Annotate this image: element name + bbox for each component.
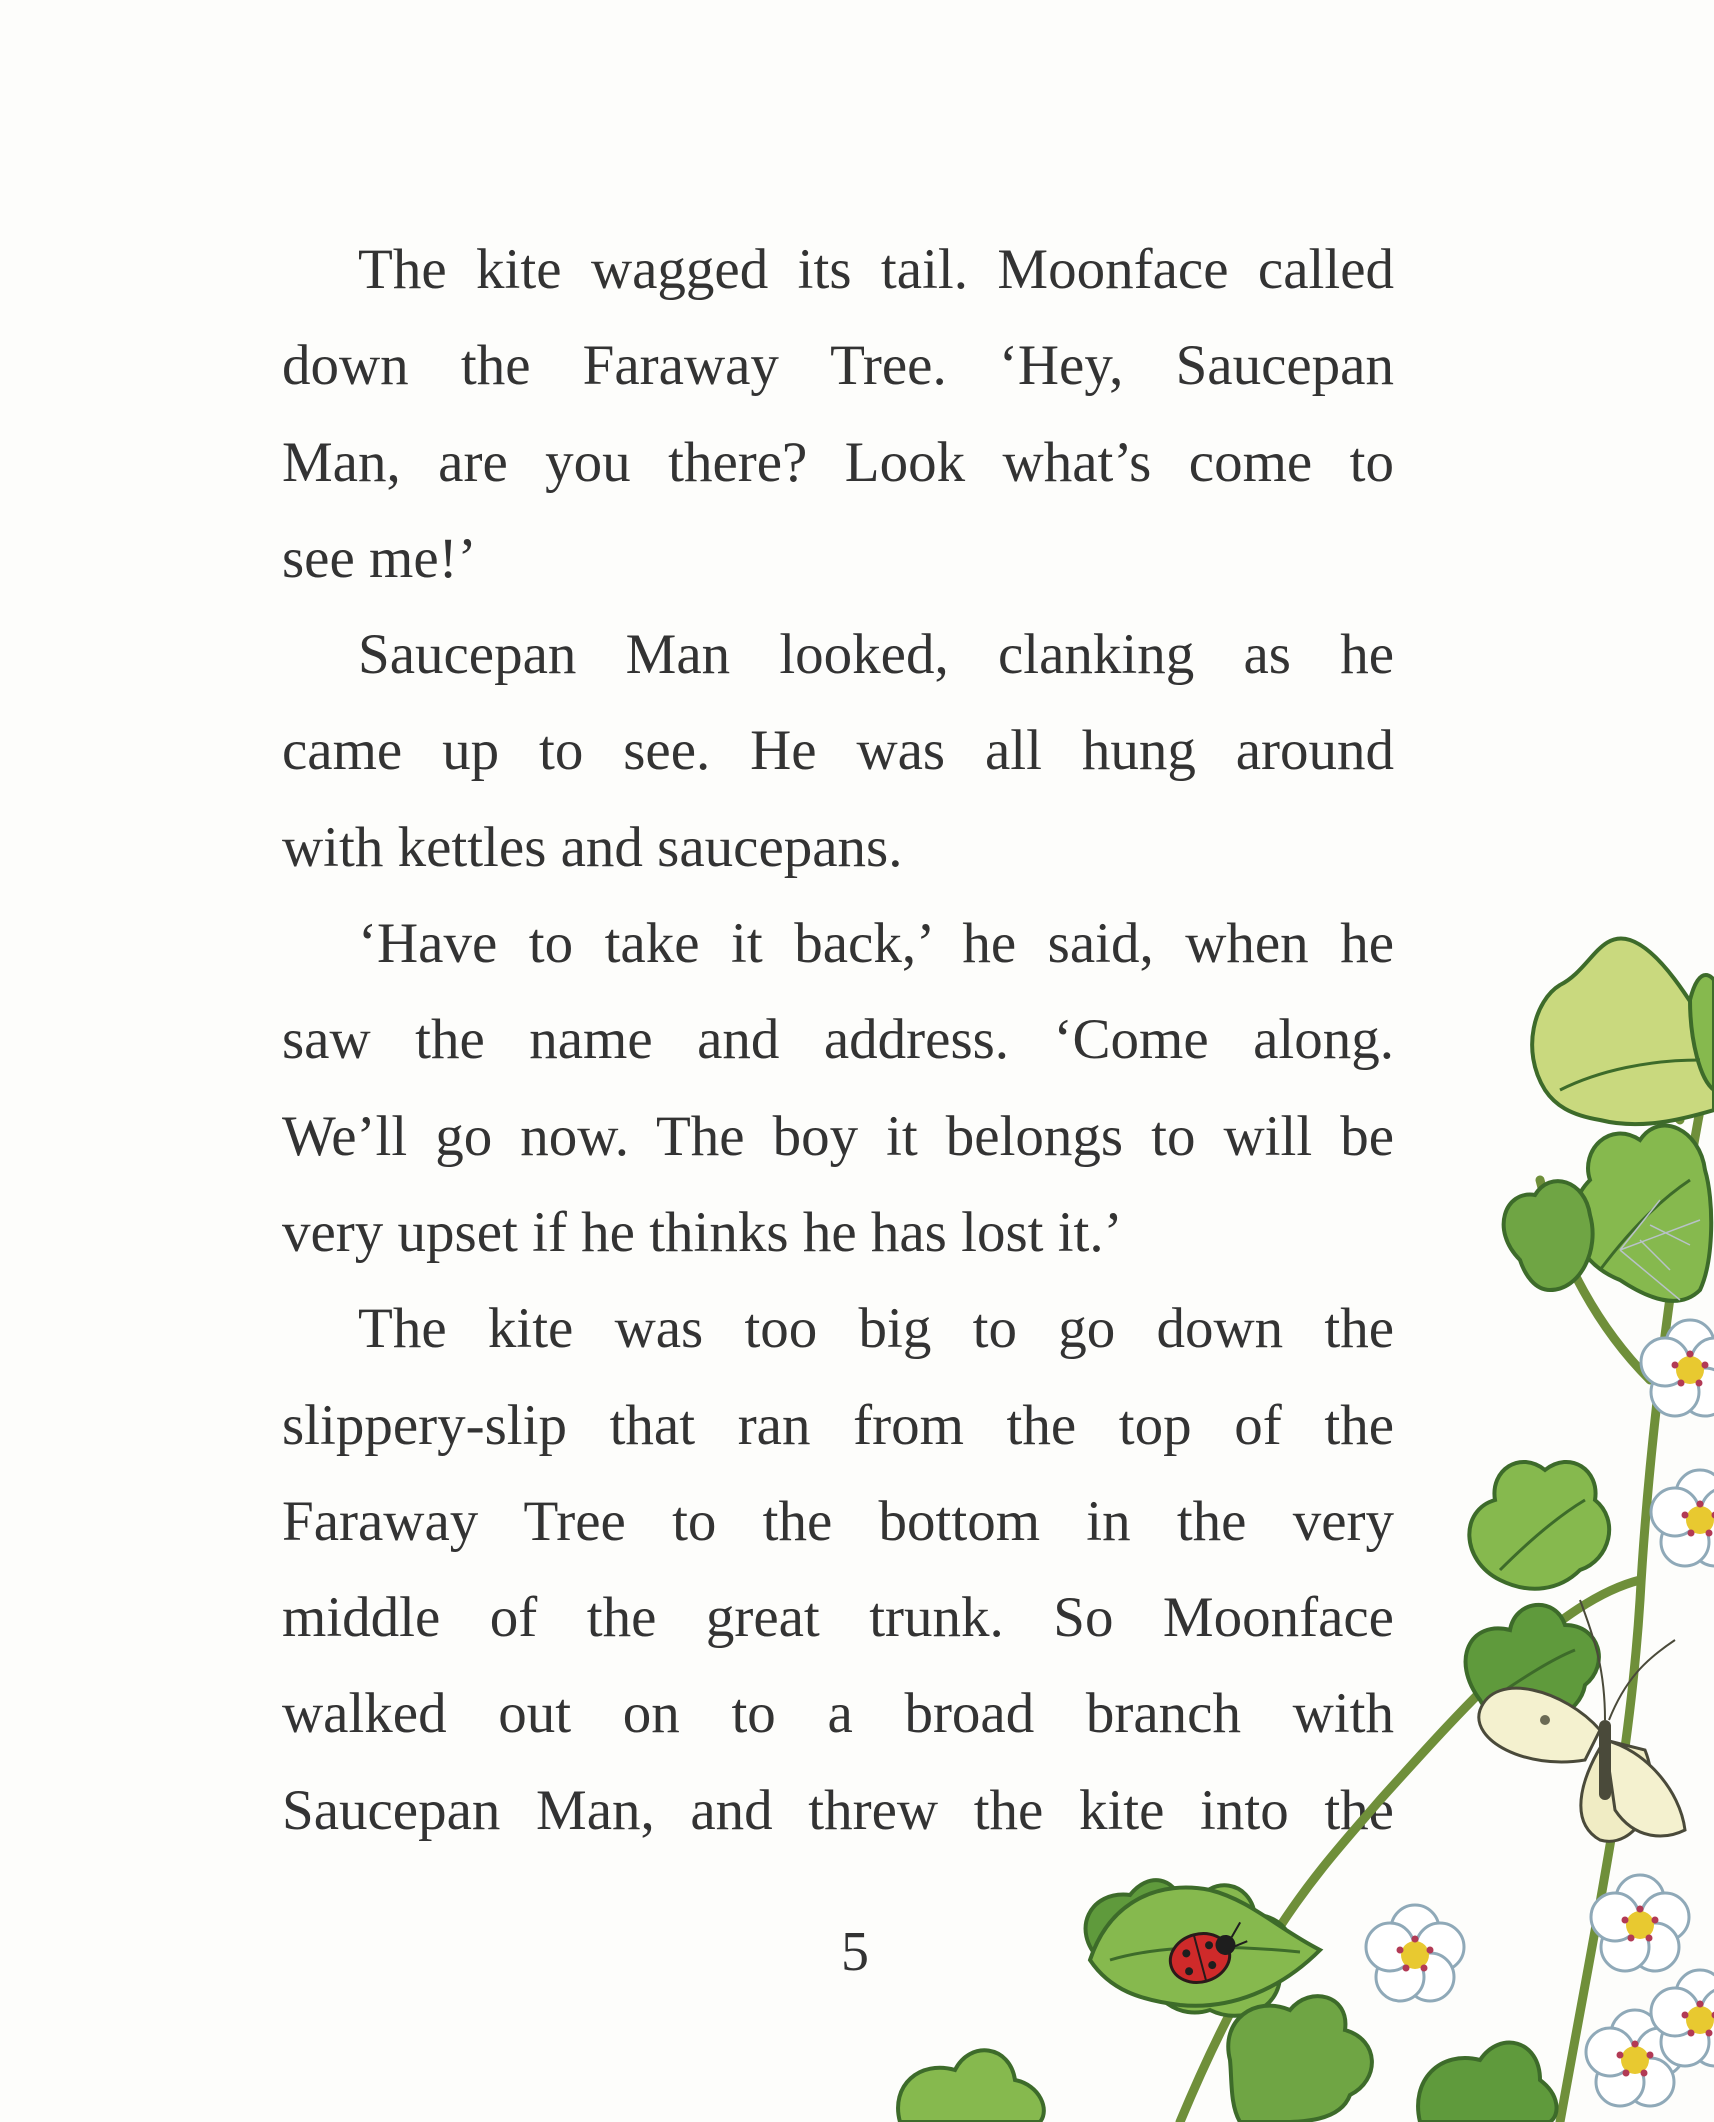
text-line: The kite was too big to go down the xyxy=(358,1297,1394,1361)
leaf-bottom-mid xyxy=(1228,1996,1372,2122)
blossom-2 xyxy=(1651,1470,1714,1566)
text-line: ‘Have to take it back,’ he said, when he xyxy=(358,912,1394,976)
text-line: Saucepan Man looked, clanking as he xyxy=(358,623,1394,687)
blossom-4 xyxy=(1591,1875,1689,1971)
butterfly xyxy=(1479,1600,1685,1841)
story-text xyxy=(282,222,1394,1859)
text-line: The kite wagged its tail. Moonface called xyxy=(358,238,1394,301)
leaf-mid-2 xyxy=(1504,1181,1593,1290)
text-line: very upset if he thinks he has lost it.’ xyxy=(282,1200,1123,1264)
blossom-3 xyxy=(1366,1905,1464,2001)
paragraph-1 xyxy=(282,222,1394,607)
leaf-light-right xyxy=(1690,975,1714,1090)
text-line: middle of the great trunk. So Moonface xyxy=(282,1586,1394,1650)
leaf-bottom-left xyxy=(1138,1885,1292,2015)
text-line: Faraway Tree to the bottom in the very xyxy=(282,1489,1394,1553)
paragraph-3 xyxy=(282,896,1394,1281)
blossom-6 xyxy=(1651,1970,1714,2066)
text-line: walked out on to a broad branch with xyxy=(282,1682,1394,1746)
text-line: down the Faraway Tree. ‘Hey, Saucepan xyxy=(282,334,1394,398)
leaf-mid-1 xyxy=(1573,1126,1711,1301)
paragraph-4 xyxy=(282,1281,1394,1859)
text-line: see me!’ xyxy=(282,526,477,590)
blossom-1 xyxy=(1641,1320,1714,1416)
leaf-mid-3 xyxy=(1469,1462,1609,1589)
leaf-light-top xyxy=(1532,938,1714,1124)
leaf-lower-left xyxy=(1086,1880,1180,1965)
text-line: Saucepan Man, and threw the kite into the xyxy=(282,1778,1394,1842)
leaf-bottom-right xyxy=(1418,2043,1557,2122)
ladybird xyxy=(1165,1922,1255,1989)
text-line: with kettles and saucepans. xyxy=(282,815,903,879)
text-line: came up to see. He was all hung around xyxy=(282,719,1394,783)
text-line: Man, are you there? Look what’s come to xyxy=(282,430,1394,494)
leaf-dark-1 xyxy=(1466,1605,1599,1723)
blossom-5 xyxy=(1586,2010,1684,2106)
paragraph-2 xyxy=(282,607,1394,896)
ladybird-leaf xyxy=(1090,1888,1320,2006)
text-line: We’ll go now. The boy it belongs to will be xyxy=(282,1104,1394,1168)
text-line: slippery-slip that ran from the top of the xyxy=(282,1393,1394,1457)
page-number: 5 xyxy=(841,1921,869,1983)
text-line: saw the name and address. ‘Come along. xyxy=(282,1008,1394,1072)
blossoms xyxy=(1366,1320,1714,2106)
leaf-bottom-far xyxy=(898,2050,1044,2122)
spider-web xyxy=(1620,1200,1700,1300)
